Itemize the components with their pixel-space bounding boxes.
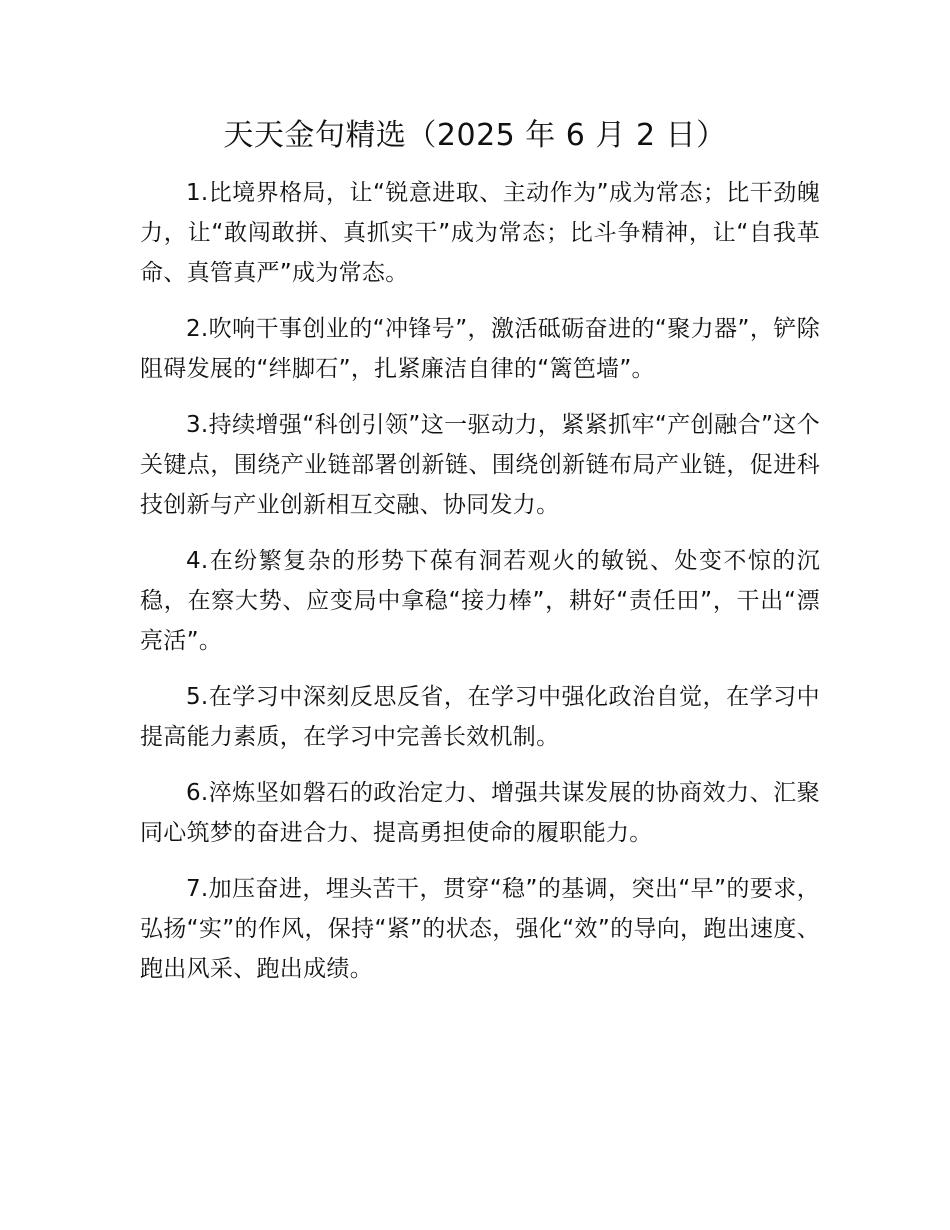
paragraph-1: 1.比境界格局，让“锐意进取、主动作为”成为常态；比干劲魄力，让“敢闯敢拼、真抓实干”成为常态；比斗争精神，让“自我革命、真管真严”成为常态。 [140, 180, 820, 286]
paragraph-2: 2.吹响干事创业的“冲锋号”，激活砥砺奋进的“聚力器”，铲除阻碍发展的“绊脚石”，扎紧廉洁自律的“篱笆墙”。 [140, 316, 820, 382]
paragraph-4: 4.在纷繁复杂的形势下葆有洞若观火的敏锐、处变不惊的沉稳，在察大势、应变局中拿稳“接力棒”，耕好“责任田”，干出“漂亮活”。 [140, 548, 820, 654]
paragraph-5: 5.在学习中深刻反思反省，在学习中强化政治自觉，在学习中提高能力素质，在学习中完善长效机制。 [140, 684, 820, 750]
paragraph-7: 7.加压奋进，埋头苦干，贯穿“稳”的基调，突出“早”的要求，弘扬“实”的作风，保持“紧”的状态，强化“效”的导向，跑出速度、跑出风采、跑出成绩。 [140, 876, 820, 982]
paragraph-3: 3.持续增强“科创引领”这一驱动力，紧紧抓牢“产创融合”这个关键点，围绕产业链部署创新链、围绕创新链布局产业链，促进科技创新与产业创新相互交融、协同发力。 [140, 412, 820, 518]
page-title: 天天金句精选（2025 年 6 月 2 日） [223, 118, 727, 153]
paragraph-6: 6.淬炼坚如磐石的政治定力、增强共谋发展的协商效力、汇聚同心筑梦的奋进合力、提高勇担使命的履职能力。 [140, 780, 820, 846]
document-body [140, 173, 820, 1005]
